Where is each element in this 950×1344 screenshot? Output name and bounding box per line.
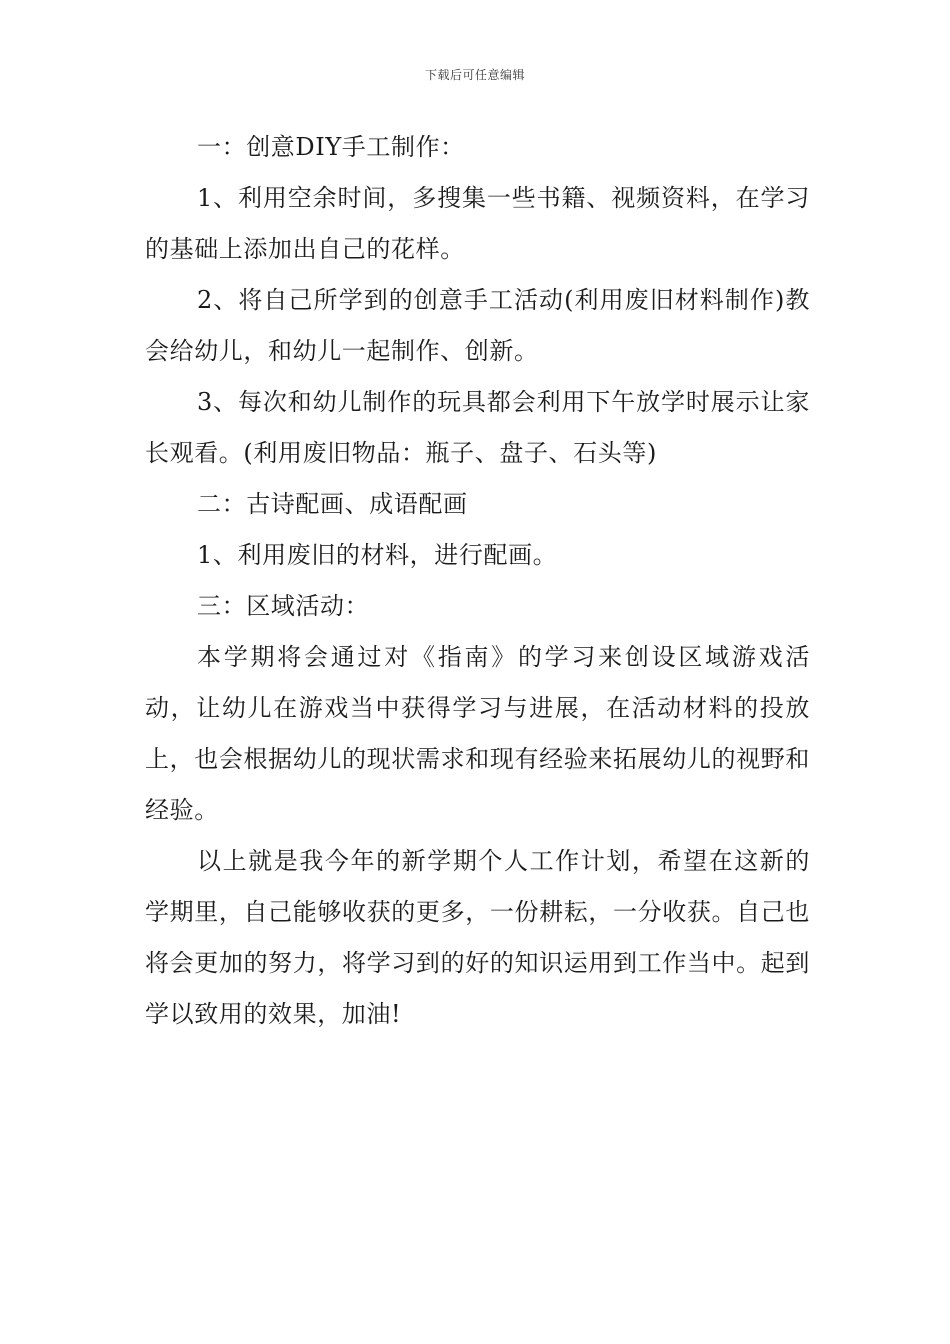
paragraph-conclusion: 以上就是我今年的新学期个人工作计划，希望在这新的学期里，自己能够收获的更多，一份耕耘，一分收获。自己也将会更加的努力，将学习到的好的知识运用到工作当中。起到学以致用的效果，加油! [145,847,810,1028]
paragraph-teach-handcraft: 2、将自己所学到的创意手工活动(利用废旧材料制作)教会给幼儿，和幼儿一起制作、创新。 [145,286,810,365]
paragraph-toy-display: 3、每次和幼儿制作的玩具都会利用下午放学时展示让家长观看。(利用废旧物品：瓶子、盘子、石头等) [145,388,810,467]
paragraph-area-activity: 本学期将会通过对《指南》的学习来创设区域游戏活动，让幼儿在游戏当中获得学习与进展，在活动材料的投放上，也会根据幼儿的现状需求和现有经验来拓展幼儿的视野和经验。 [145,643,810,824]
paragraph-waste-painting: 1、利用废旧的材料，进行配画。 [197,541,558,569]
heading-diy-handcraft: 一：创意DIY手工制作： [197,133,465,161]
heading-poem-painting: 二：古诗配画、成语配画 [197,490,468,518]
header-note: 下载后可任意编辑 [424,68,525,82]
paragraph-collect-materials: 1、利用空余时间，多搜集一些书籍、视频资料，在学习的基础上添加出自己的花样。 [145,184,810,263]
document-body [145,122,810,1040]
heading-area-activity: 三：区域活动： [197,592,370,620]
